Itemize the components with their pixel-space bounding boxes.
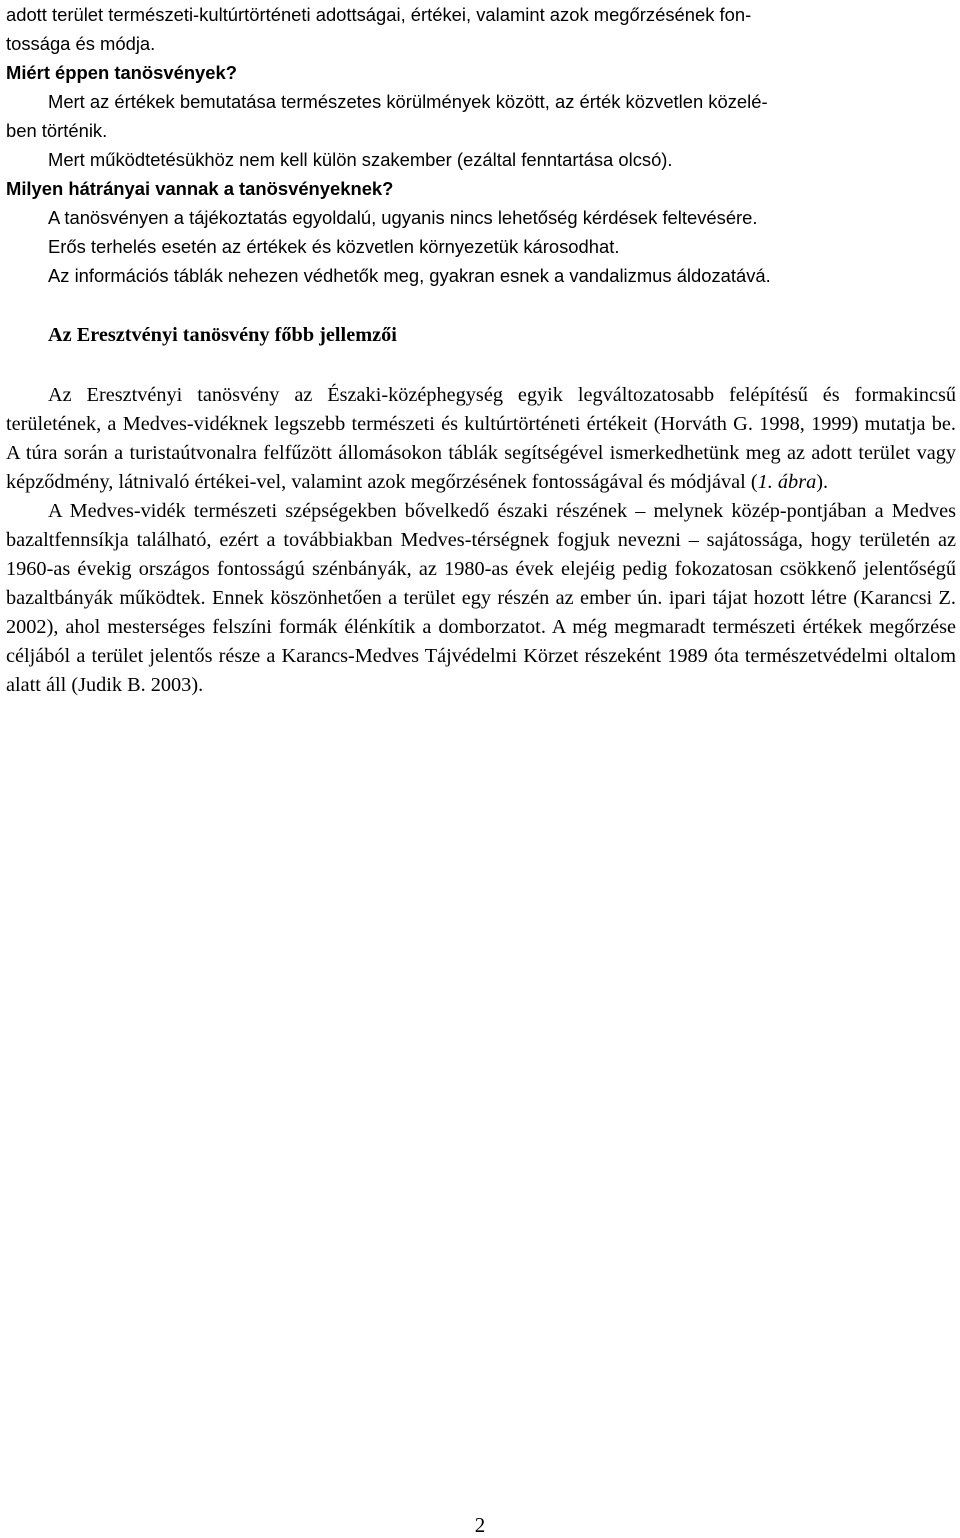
why-item-2: Mert működtetésükhöz nem kell külön szakember (ezáltal fenntartása olcsó). [48,149,673,170]
document-page [6,0,956,700]
cons-item-1: A tanösvényen a tájékoztatás egyoldalú, ugyanis nincs lehetőség kérdések feltevésére. [48,207,758,228]
why-heading: Miért éppen tanösvények? [6,62,237,83]
why-item-1a: Mert az értékek bemutatása természetes körülmények között, az érték közvetlen közelé- [48,91,768,112]
cons-item-3: Az információs táblák nehezen védhetők meg, gyakran esnek a vandalizmus áldozatává. [48,265,771,286]
paragraph-1 [6,381,956,497]
paragraph-2: A Medves-vidék természeti szépségekben bővelkedő északi részének – melynek közép-pontjában a Medves bazaltfennsíkja található, ezért a továbbiakban Medves-térségnek fogjuk nevezni – sajátossága, hogy területén az 1960-as évekig országos fontosságú szénbányák, az 1980-as évek elejéig pedig fokozatosan csökkenő jelentőségű bazaltbányák működtek. Ennek köszönhetően a terület egy részén az ember ún. ipari tájat hozott létre (Karancsi Z. 2002), ahol mesterséges felszíni formák élénkítik a domborzatot. A még megmaradt természeti értékek megőrzése céljából a terület jelentős része a Karancs-Medves Tájvédelmi Körzet részeként 1989 óta természetvédelmi oltalom alatt áll (Judik B. 2003). [6,500,956,696]
intro-block [6,0,956,290]
paragraph-1-text-b: ). [816,471,829,493]
figure-reference: 1. ábra [757,471,817,493]
paragraph-1-text-a: Az Eresztvényi tanösvény az Északi-középhegység egyik legváltozatosabb felépítésű és formakincsű területének, a Medves-vidéknek legszebb természeti és kultúrtörténeti értékeit (Horváth G. 1998, 1999) mutatja be. A túra során a turistaútvonalra felfűzött állomásokon táblák segítségével ismerkedhetünk meg az adott terület vagy képződmény, látnivaló értékei-vel, valamint azok megőrzésének fontosságával és módjával ( [6,384,956,493]
why-item-1b: ben történik. [6,120,108,141]
intro-line-2: tossága és módja. [6,33,156,54]
cons-item-2: Erős terhelés esetén az értékek és közvetlen környezetük károsodhat. [48,236,620,257]
section-heading: Az Eresztvényi tanösvény főbb jellemzői [48,324,397,346]
cons-heading: Milyen hátrányai vannak a tanösvényeknek? [6,178,394,199]
page-number: 2 [474,1513,486,1537]
intro-line-1: adott terület természeti-kultúrtörténeti adottságai, értékei, valamint azok megőrzésének fon- [6,4,752,25]
